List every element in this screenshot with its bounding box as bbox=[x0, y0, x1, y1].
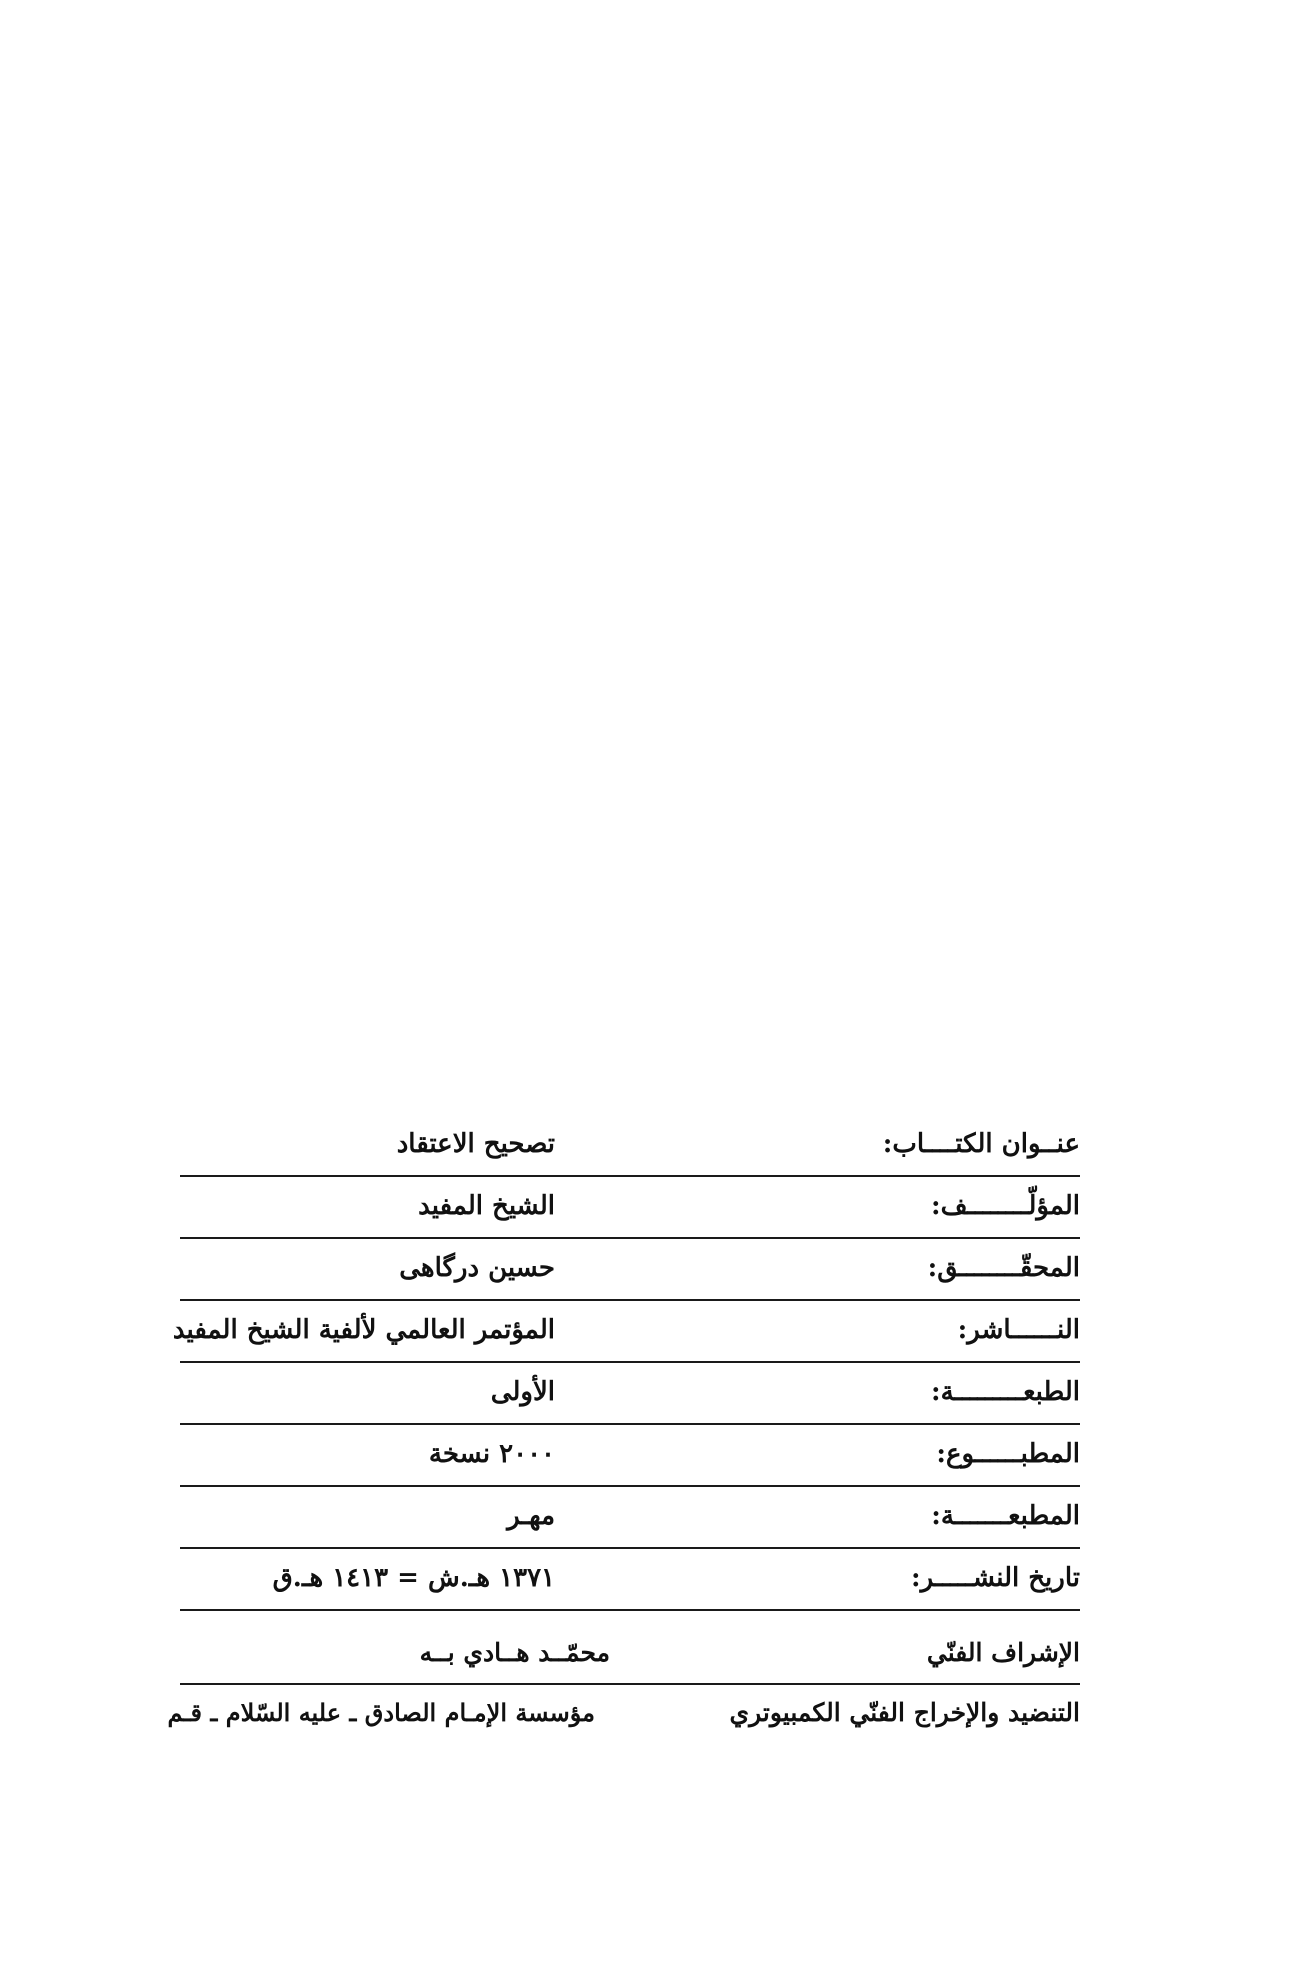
print-run-row bbox=[180, 1425, 1080, 1487]
typesetting-value: مؤسسة الإمـام الصادق ـ عليه السّلام ـ قـم bbox=[167, 1698, 595, 1727]
print-run-value: ۲۰۰۰ نسخة bbox=[428, 1439, 555, 1469]
edition-label: الطبعـــــــــة: bbox=[931, 1377, 1080, 1407]
publication-date-label: تاريخ النشـــــر: bbox=[911, 1563, 1080, 1593]
publication-date-row bbox=[180, 1549, 1080, 1611]
printing-press-value: مهـر bbox=[507, 1501, 555, 1531]
technical-supervision-row bbox=[180, 1625, 1080, 1685]
editor-value: حسين درگاهی bbox=[399, 1253, 555, 1283]
book-title-label: عنــوان الكتــــاب: bbox=[882, 1129, 1080, 1159]
technical-supervision-label: الإشراف الفنّي bbox=[926, 1638, 1080, 1667]
edition-row bbox=[180, 1363, 1080, 1425]
printing-press-row bbox=[180, 1487, 1080, 1549]
editor-label: المحقّــــــــق: bbox=[927, 1253, 1080, 1283]
author-label: المؤلّــــــــف: bbox=[931, 1191, 1080, 1221]
print-run-label: المطبــــــوع: bbox=[936, 1439, 1080, 1469]
book-title-row bbox=[180, 1115, 1080, 1177]
author-row bbox=[180, 1177, 1080, 1239]
edition-value: الأولى bbox=[490, 1377, 555, 1407]
printing-press-label: المطبعـــــــة: bbox=[931, 1501, 1080, 1531]
colophon-table bbox=[167, 1115, 1080, 1743]
book-title-value: تصحيح الاعتقاد bbox=[396, 1129, 555, 1159]
publisher-label: النــــــاشر: bbox=[957, 1315, 1080, 1345]
publisher-value: المؤتمر العالمي لألفية الشيخ المفيد bbox=[172, 1315, 555, 1345]
section-gap bbox=[180, 1611, 1080, 1625]
author-value: الشيخ المفيد bbox=[418, 1191, 555, 1221]
editor-row bbox=[180, 1239, 1080, 1301]
technical-supervision-value: محمّــد هــادي بــه bbox=[419, 1638, 610, 1667]
typesetting-label: التنضيد والإخراج الفنّي الكمبيوتري bbox=[729, 1698, 1080, 1727]
typesetting-row bbox=[167, 1685, 1080, 1743]
publisher-row bbox=[172, 1301, 1080, 1363]
publication-date-value: ۱۳۷۱ هـ.ش = ۱٤۱۳ هـ.ق bbox=[272, 1563, 555, 1593]
